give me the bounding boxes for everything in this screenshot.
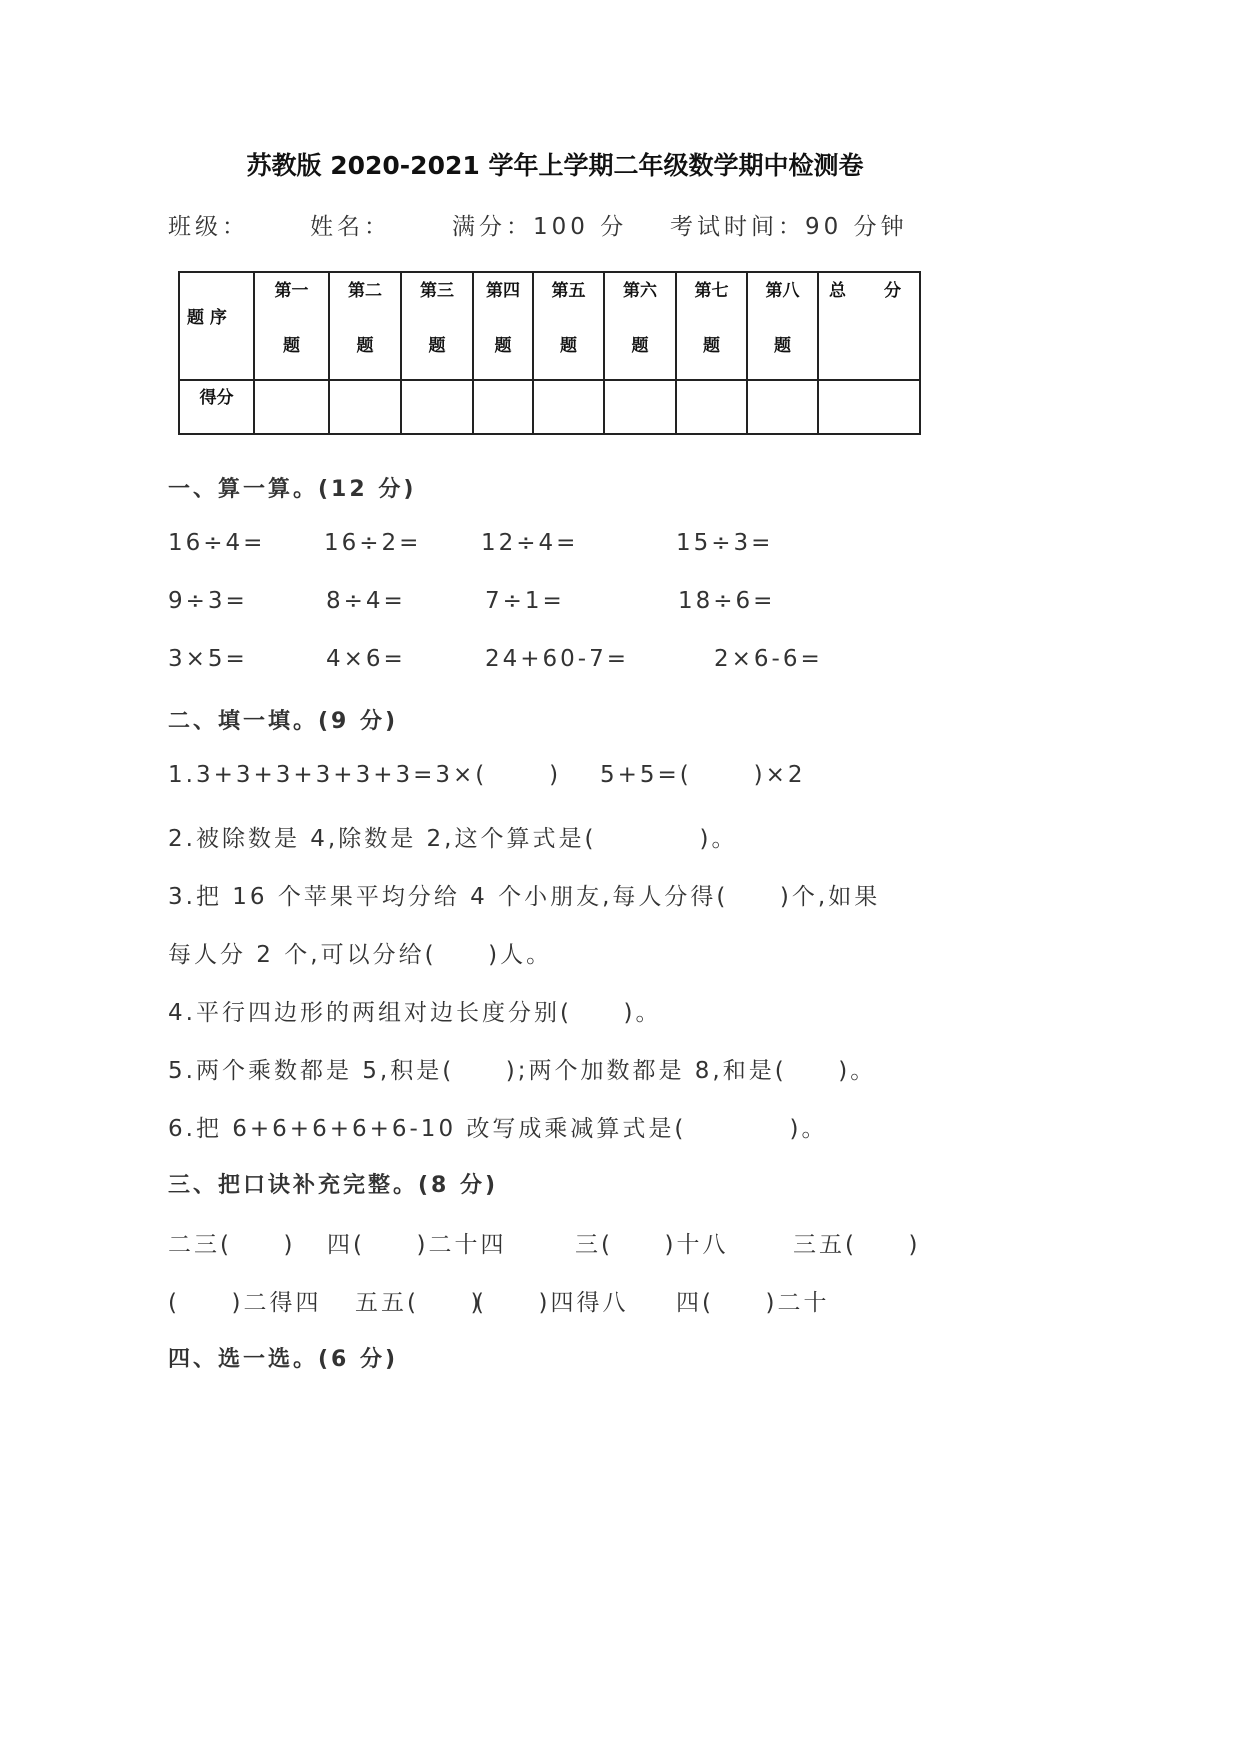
row-header-cell	[179, 272, 254, 380]
column-header-bottom: 题	[631, 336, 649, 356]
column-header-top: 第一	[274, 281, 309, 301]
column-header-top: 第二	[348, 281, 382, 301]
class-label: 班级：	[168, 214, 249, 240]
total-label-right: 分	[884, 281, 901, 301]
calc-item: 16÷2=	[324, 530, 422, 556]
row-header-question-order: 题 序	[187, 308, 227, 328]
calc-item: 16÷4=	[168, 530, 266, 556]
column-header-bottom: 题	[494, 336, 512, 356]
fill-question-4: 4.平行四边形的两组对边长度分别( )。	[168, 1000, 662, 1026]
score-cell[interactable]	[676, 380, 747, 434]
calc-item: 3×5=	[168, 646, 248, 672]
section-4-heading: 四、选一选。(6 分)	[168, 1347, 399, 1372]
column-header-cell	[329, 272, 401, 380]
column-header-bottom: 题	[774, 336, 791, 356]
column-header-cell	[473, 272, 533, 380]
row-header-score: 得分	[199, 388, 234, 408]
column-header-bottom: 题	[560, 336, 577, 356]
calc-item: 8÷4=	[326, 588, 406, 614]
column-header-top: 第五	[551, 281, 586, 301]
score-cell[interactable]	[329, 380, 401, 434]
column-header-cell	[254, 272, 329, 380]
score-table-score-row	[179, 380, 920, 434]
column-header-bottom: 题	[356, 336, 374, 356]
score-cell[interactable]	[254, 380, 329, 434]
fill-question-1a: 1.3+3+3+3+3+3=3×( )	[168, 762, 562, 788]
column-header-cell	[401, 272, 473, 380]
calc-item: 12÷4=	[481, 530, 579, 556]
rhyme-item: ( )四得八	[475, 1290, 629, 1316]
calc-item: 15÷3=	[676, 530, 774, 556]
full-score: 满分：100 分	[452, 214, 628, 240]
score-cell[interactable]	[401, 380, 473, 434]
rhyme-item: 四( )二十	[676, 1290, 830, 1316]
calc-item: 7÷1=	[485, 588, 565, 614]
total-header-cell	[818, 272, 920, 380]
column-header-bottom: 题	[428, 336, 446, 356]
calc-item: 24+60-7=	[485, 646, 630, 672]
fill-question-2: 2.被除数是 4,除数是 2,这个算式是( )。	[168, 826, 738, 852]
rhyme-item: 二三( )	[168, 1232, 296, 1258]
section-3-heading: 三、把口诀补充完整。(8 分)	[168, 1173, 499, 1198]
score-cell[interactable]	[604, 380, 676, 434]
rhyme-item: 五五( )	[355, 1290, 483, 1316]
column-header-bottom: 题	[703, 336, 720, 356]
section-2-heading: 二、填一填。(9 分)	[168, 709, 399, 734]
column-header-top: 第六	[623, 281, 657, 301]
row-header-cell	[179, 380, 254, 434]
section-1-heading: 一、算一算。(12 分)	[168, 477, 417, 502]
rhyme-item: 三( )十八	[575, 1232, 729, 1258]
total-score-cell[interactable]	[818, 380, 920, 434]
exam-time: 考试时间：90 分钟	[670, 214, 908, 240]
column-header-cell	[604, 272, 676, 380]
column-header-top: 第七	[694, 281, 729, 301]
fill-question-5: 5.两个乘数都是 5,积是( );两个加数都是 8,和是( )。	[168, 1058, 877, 1084]
rhyme-item: 四( )二十四	[327, 1232, 507, 1258]
calc-item: 4×6=	[326, 646, 406, 672]
exam-info-line	[168, 208, 908, 241]
calc-item: 18÷6=	[678, 588, 776, 614]
fill-question-6: 6.把 6+6+6+6+6-10 改写成乘减算式是( )。	[168, 1116, 828, 1142]
rhyme-item: ( )二得四	[168, 1290, 322, 1316]
column-header-top: 第四	[486, 281, 520, 301]
score-table-header-row	[179, 272, 920, 380]
fill-question-3b: 每人分 2 个,可以分给( )人。	[168, 942, 553, 968]
score-table	[178, 271, 921, 435]
rhyme-item: 三五( )	[793, 1232, 921, 1258]
score-cell[interactable]	[747, 380, 818, 434]
column-header-cell	[676, 272, 747, 380]
column-header-top: 第八	[765, 281, 800, 301]
exam-title: 苏教版 2020-2021 学年上学期二年级数学期中检测卷	[246, 151, 864, 180]
name-label: 姓名：	[310, 214, 391, 240]
score-cell[interactable]	[473, 380, 533, 434]
fill-question-3a: 3.把 16 个苹果平均分给 4 个小朋友,每人分得( )个,如果	[168, 884, 881, 910]
calc-item: 2×6-6=	[714, 646, 823, 672]
score-cell[interactable]	[533, 380, 604, 434]
fill-question-1b: 5+5=( )×2	[600, 762, 806, 788]
column-header-cell	[533, 272, 604, 380]
calc-item: 9÷3=	[168, 588, 248, 614]
column-header-cell	[747, 272, 818, 380]
column-header-top: 第三	[420, 281, 454, 301]
column-header-bottom: 题	[283, 336, 300, 356]
total-label-left: 总	[829, 281, 846, 301]
